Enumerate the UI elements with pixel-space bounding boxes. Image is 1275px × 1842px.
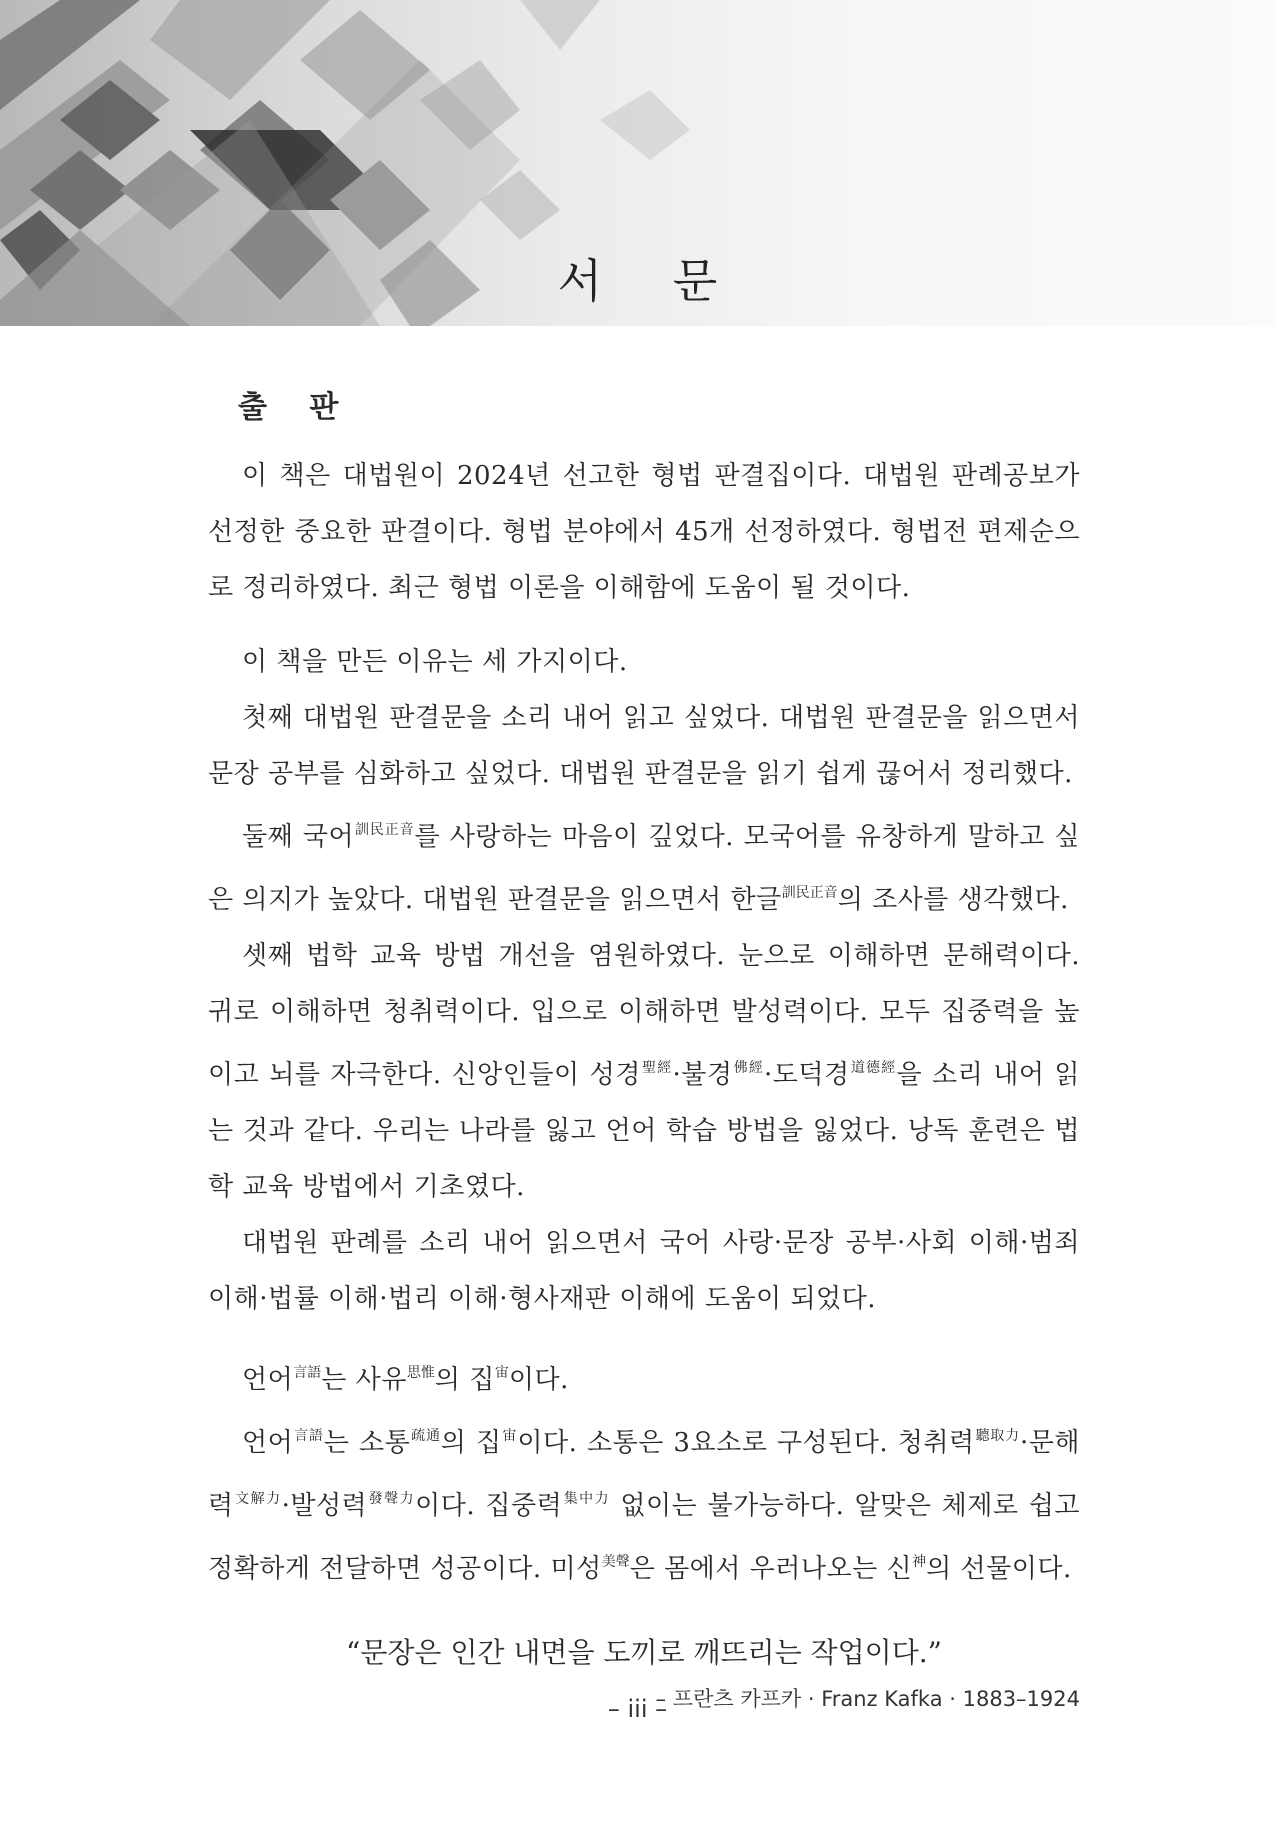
paragraph-5 [208, 928, 1080, 1215]
text-span: 없이는 불가능하다. 알맞은 체제로 쉽고 정확하게 전달하면 성공이다. 미성 [208, 1491, 1081, 1584]
section-heading: 출 판 [238, 390, 355, 425]
text-span: ·발성력 [281, 1491, 368, 1521]
paragraph-3: 첫째 대법원 판결문을 소리 내어 읽고 싶었다. 대법원 판결문을 읽으면서 문장 공부를 심화하고 싶었다. 대법원 판결문을 읽기 쉽게 끊어서 정리했다. [208, 703, 1080, 789]
text-span: 언어 [242, 1428, 294, 1458]
hanja-annotation: 宙 [494, 1365, 509, 1381]
text-span: 둘째 국어 [242, 822, 355, 852]
hanja-annotation: 文解力 [233, 1491, 282, 1507]
hanja-annotation: 道德經 [849, 1060, 897, 1076]
text-span: 은 몸에서 우러나오는 신 [629, 1554, 913, 1584]
hanja-annotation: 訓民正音 [354, 822, 415, 838]
hanja-annotation: 宙 [501, 1428, 518, 1444]
page-number: – iii – [607, 1695, 668, 1723]
page-title: 서 문 [557, 254, 746, 308]
hanja-annotation: 佛經 [732, 1060, 765, 1076]
hanja-annotation: 訓民正音 [781, 885, 838, 901]
hanja-annotation: 言語 [293, 1428, 324, 1444]
text-span: 는 사유 [321, 1365, 407, 1395]
text-span: 이다. 집중력 [415, 1491, 563, 1521]
paragraph-2: 이 책을 만든 이유는 세 가지이다. [242, 647, 628, 677]
text-span: 을 소리 내어 읽는 것과 같다. 우리는 나라를 잃고 언어 학습 방법을 잃었다. 낭독 훈련은 법학 교육 방법에서 기초였다. [208, 1060, 1081, 1202]
text-span: 의 조사를 생각했다. [837, 885, 1069, 915]
text-span: ·불경 [672, 1060, 733, 1090]
paragraph-1: 이 책은 대법원이 2024년 선고한 형법 판결집이다. 대법원 판례공보가 선정한 중요한 판결이다. 형법 분야에서 45개 선정하였다. 형법전 편제순으로 정리하였다. 최근 형법 이론을 이해함에 도움이 될 것이다. [208, 461, 1080, 603]
text-span: 의 집 [434, 1365, 495, 1395]
header-banner [0, 0, 1275, 326]
text-span: 언어 [242, 1365, 294, 1395]
text-span: 는 소통 [323, 1428, 411, 1458]
quote-attribution: – 프란츠 카프카 · Franz Kafka · 1883–1924 [655, 1687, 1080, 1711]
paragraph-6: 대법원 판례를 소리 내어 읽으면서 국어 사랑·문장 공부·사회 이해·범죄 이해·법률 이해·법리 이해·형사재판 이해에 도움이 되었다. [208, 1228, 1080, 1314]
hanja-annotation: 神 [912, 1554, 927, 1570]
paragraph-4 [208, 802, 1080, 928]
paragraph-7 [208, 1345, 1080, 1408]
hanja-annotation: 美聲 [601, 1554, 630, 1570]
hanja-annotation: 集中力 [562, 1491, 611, 1507]
quote: “문장은 인간 내면을 도끼로 깨뜨리는 작업이다.” [346, 1636, 942, 1669]
text-span: 이다. 소통은 3요소로 구성된다. 청취력 [517, 1428, 975, 1458]
text-span: 이다. [508, 1365, 569, 1395]
hanja-annotation: 言語 [293, 1365, 322, 1381]
hanja-annotation: 聽取力 [974, 1428, 1021, 1444]
text-span: 의 집 [440, 1428, 502, 1458]
text-span: ·문해력 [208, 1428, 1081, 1521]
paragraph-8 [208, 1408, 1080, 1597]
preface-content [208, 388, 1080, 1719]
hanja-annotation: 發聲力 [367, 1491, 416, 1507]
text-span: 를 사랑하는 마음이 깊었다. 모국어를 유창하게 말하고 싶은 의지가 높았다. 대법원 판결문을 읽으면서 한글 [208, 822, 1081, 915]
text-span: ·도덕경 [764, 1060, 850, 1090]
hanja-annotation: 思惟 [406, 1365, 435, 1381]
text-span: 셋째 법학 교육 방법 개선을 염원하였다. 눈으로 이해하면 문해력이다. 귀로 이해하면 청취력이다. 입으로 이해하면 발성력이다. 모두 집중력을 높이고 뇌를 자극한다. 신앙인들이 성경 [208, 941, 1080, 1090]
text-span: 의 선물이다. [926, 1554, 1072, 1584]
hanja-annotation: 聖經 [640, 1060, 673, 1076]
hanja-annotation: 疏通 [410, 1428, 441, 1444]
